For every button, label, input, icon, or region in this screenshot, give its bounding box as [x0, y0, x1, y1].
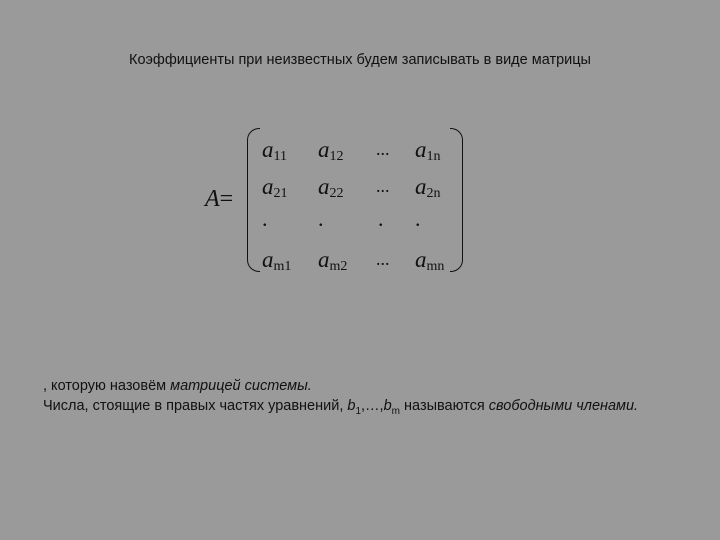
- matrix-cell: [415, 138, 441, 164]
- cell-base: a: [415, 137, 427, 162]
- text-line-2: [43, 396, 713, 422]
- cell-subscript: 1n: [426, 149, 441, 164]
- matrix-dot: .: [378, 206, 384, 231]
- matrix-cell: [262, 138, 287, 164]
- cell-subscript: 11: [273, 149, 287, 164]
- matrix-dot: .: [415, 206, 421, 231]
- b-subscript-1: 1: [355, 405, 362, 417]
- cell-base: a: [415, 174, 427, 199]
- line2-prefix: Числа, стоящие в правых частях уравнений,: [43, 398, 348, 414]
- matrix-ellipsis: ...: [376, 249, 390, 269]
- cell-base: a: [318, 137, 330, 162]
- ellipsis: ,…,: [361, 398, 384, 414]
- matrix-cell: [318, 175, 344, 201]
- line2-middle: называются: [400, 398, 489, 414]
- matrix-name-label: [205, 186, 233, 213]
- cell-subscript: m2: [329, 259, 348, 274]
- cell-base: a: [262, 137, 274, 162]
- cell-subscript: 2n: [426, 186, 441, 201]
- matrix-cell: [415, 175, 441, 201]
- cell-base: a: [262, 174, 274, 199]
- line1-prefix: , которую назовём: [43, 378, 171, 394]
- matrix-dot: .: [318, 206, 324, 231]
- matrix-ellipsis: ...: [376, 139, 390, 159]
- left-bracket: [247, 128, 260, 272]
- matrix-cell: [262, 248, 291, 274]
- cell-subscript: m1: [273, 259, 292, 274]
- matrix-cell: [262, 175, 288, 201]
- text-line-1: [43, 376, 713, 396]
- cell-subscript: 22: [329, 186, 344, 201]
- cell-subscript: 12: [329, 149, 344, 164]
- slide-heading: Коэффициенты при неизвестных будем записывать в виде матрицы: [129, 52, 591, 68]
- matrix-dot: .: [262, 206, 268, 231]
- cell-base: a: [318, 174, 330, 199]
- matrix-cell: [318, 248, 347, 274]
- matrix-ellipsis: ...: [376, 176, 390, 196]
- cell-subscript: 21: [273, 186, 288, 201]
- matrix-cell: [415, 248, 444, 274]
- b-symbol: b: [347, 398, 356, 414]
- cell-base: a: [262, 247, 274, 272]
- b-subscript-m: m: [391, 405, 400, 417]
- cell-subscript: mn: [426, 259, 445, 274]
- matrix-symbol: A: [205, 186, 220, 212]
- term-system-matrix: матрицей системы.: [170, 378, 312, 394]
- right-bracket: [450, 128, 463, 272]
- term-free-members: свободными членами.: [488, 398, 639, 414]
- explanation-text: [43, 376, 713, 422]
- b-symbol: b: [383, 398, 392, 414]
- equals-sign: =: [219, 186, 234, 212]
- cell-base: a: [415, 247, 427, 272]
- matrix-cell: [318, 138, 344, 164]
- cell-base: a: [318, 247, 330, 272]
